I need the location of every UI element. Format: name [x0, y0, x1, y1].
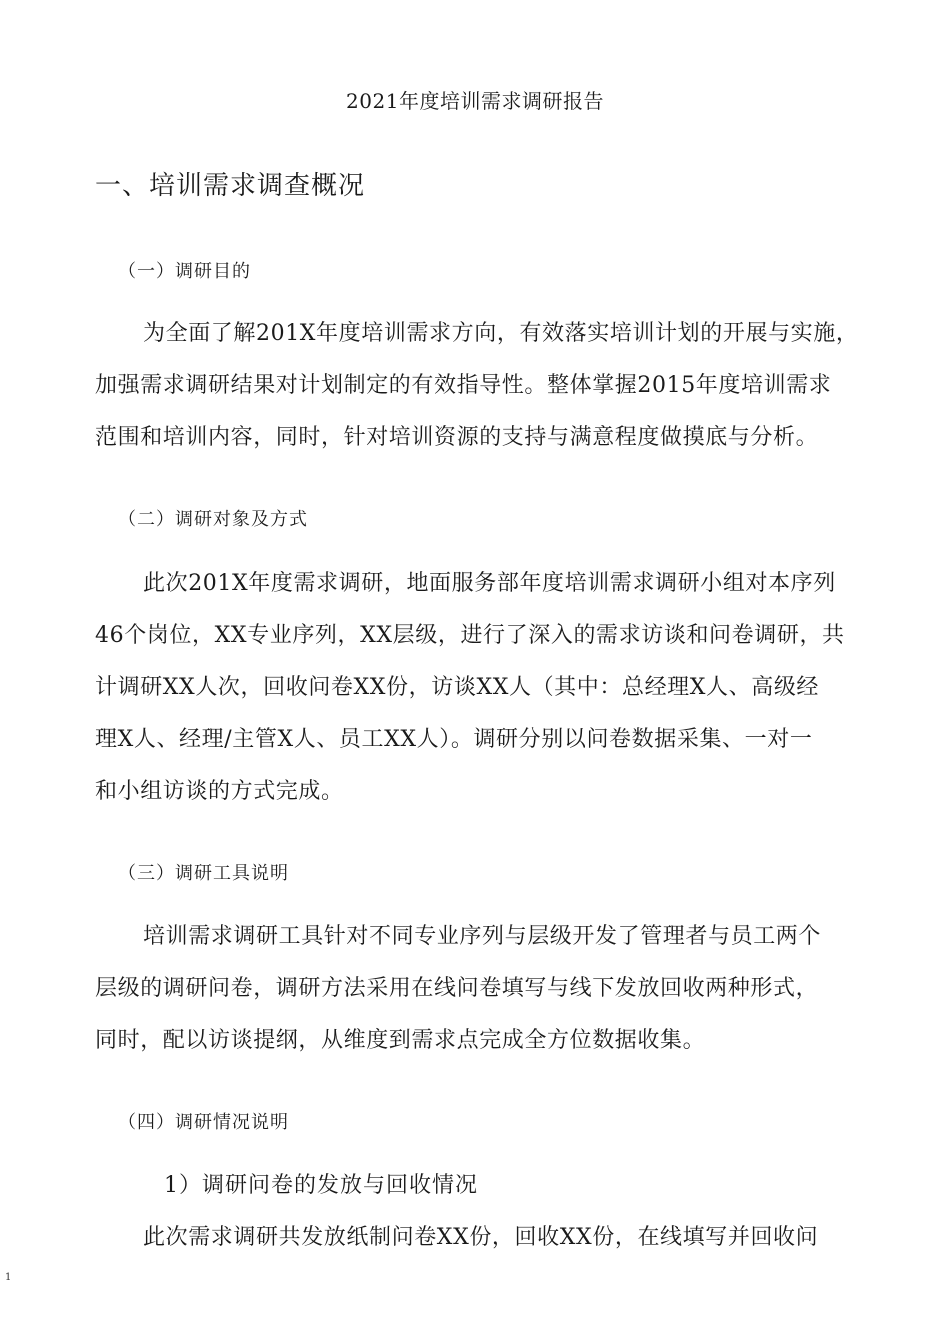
- paragraph-line: 加强需求调研结果对计划制定的有效指导性。整体掌握2015年度培训需求: [95, 373, 832, 398]
- paragraph-line: 46个岗位，XX专业序列，XX层级，进行了深入的需求访谈和问卷调研，共: [95, 623, 845, 648]
- page-number: 1: [5, 1272, 12, 1283]
- document-title: 2021年度培训需求调研报告: [346, 89, 604, 113]
- paragraph-targets-methods: [95, 558, 885, 818]
- item-heading-questionnaire: 1）调研问卷的发放与回收情况: [164, 1173, 478, 1198]
- subsection-heading-tools: （三）调研工具说明: [118, 863, 289, 884]
- paragraph-line: 培训需求调研工具针对不同专业序列与层级开发了管理者与员工两个: [143, 924, 822, 949]
- paragraph-purpose: [95, 308, 885, 464]
- paragraph-line: 范围和培训内容，同时，针对培训资源的支持与满意程度做摸底与分析。: [95, 425, 819, 450]
- section-heading: 一、培训需求调查概况: [95, 171, 366, 201]
- paragraph-questionnaire: [95, 1212, 885, 1264]
- paragraph-tools: [95, 911, 885, 1067]
- subsection-heading-situation: （四）调研情况说明: [118, 1112, 289, 1133]
- paragraph-line: 计调研XX人次，回收问卷XX份，访谈XX人（其中：总经理X人、高级经: [95, 675, 820, 700]
- subsection-heading-purpose: （一）调研目的: [118, 261, 251, 282]
- paragraph-line: 此次201X年度需求调研，地面服务部年度培训需求调研小组对本序列: [143, 571, 836, 596]
- subsection-heading-targets-methods: （二）调研对象及方式: [118, 509, 308, 530]
- paragraph-line: 为全面了解201X年度培训需求方向，有效落实培训计划的开展与实施，: [143, 321, 859, 346]
- paragraph-line: 同时，配以访谈提纲，从维度到需求点完成全方位数据收集。: [95, 1028, 706, 1053]
- paragraph-line: 理X人、经理/主管X人、员工XX人）。调研分别以问卷数据采集、一对一: [95, 727, 813, 752]
- paragraph-line: 层级的调研问卷，调研方法采用在线问卷填写与线下发放回收两种形式，: [95, 976, 819, 1001]
- paragraph-line: 此次需求调研共发放纸制问卷XX份，回收XX份，在线填写并回收问: [143, 1225, 819, 1250]
- paragraph-line: 和小组访谈的方式完成。: [95, 779, 344, 804]
